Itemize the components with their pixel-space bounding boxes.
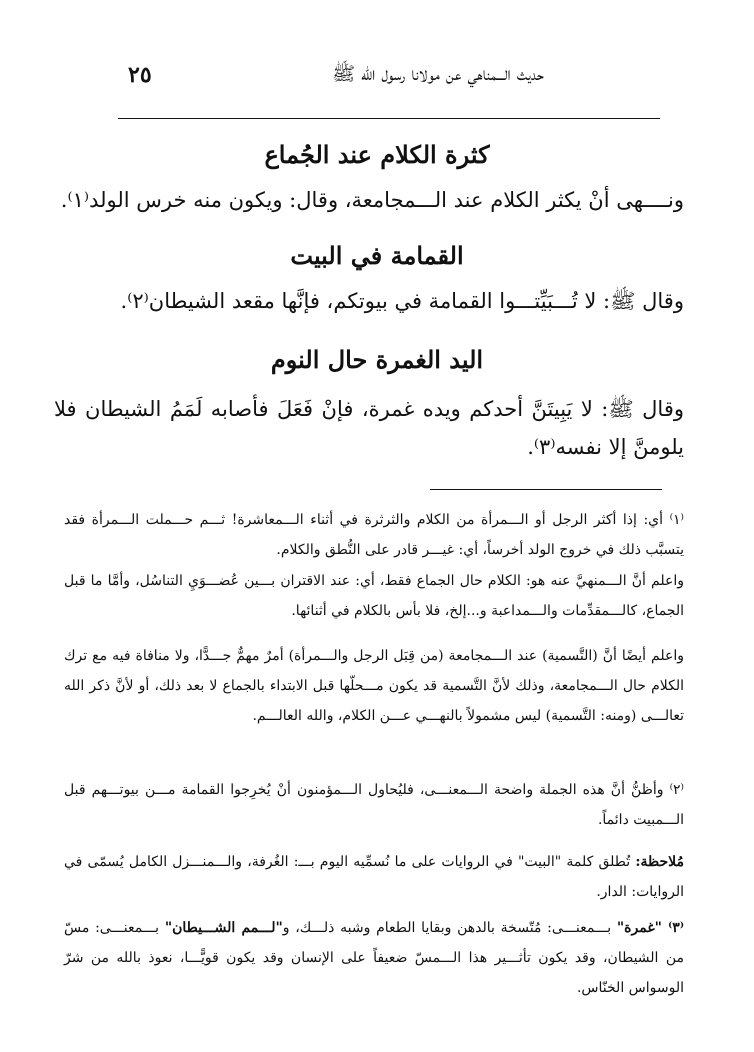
page-number: ٢٥ bbox=[128, 62, 152, 88]
footnote-2: ⁽٢⁾ وأظنُّ أنَّ هذه الجملة واضحة الـــمعنـــى، فليُحاول الـــمؤمنون أنْ يُخرِجوا القمامة مـــن بيوتـــهم قبل الـــمبيت دائماً. bbox=[64, 782, 684, 828]
footnote-3-term: ⁽٣⁾ "غمرة" bbox=[616, 920, 684, 936]
footnote-1-paragraph-2: واعلم أنَّ الـــمنهيَّ عنه هو: الكلام حال الجماع فقط، أي: عند الاقتران بـــين عُضـــوَيِ التناسُل، وأمَّا ما قبل الجماع، كالـــمقدِّمات والـــمداعبة و...إلخ، فلا بأس بالكلام في أثنائها. bbox=[64, 573, 684, 619]
running-header-title: حديث الـــمناهي عن مولانا رسول الله ﷺ bbox=[332, 63, 544, 85]
header-divider bbox=[118, 118, 660, 119]
footnote-divider bbox=[430, 489, 662, 490]
footnote-3-definition: بـــمعنـــى: مُتّسخة بالدهن وبقايا الطعام وشبه ذلـــك، و bbox=[282, 920, 617, 936]
note-label: مُلاحظة: bbox=[635, 854, 684, 870]
section-text-3: وقال ﷺ: لا يَبِيتَنَّ أحدكم ويده غمرة، فإنْ فَعَلَ فأصابه لَمَمُ الشيطان فلا يلومنَّ إلا نفسه⁽٣⁾. bbox=[54, 397, 684, 459]
section-heading-1: كثرة الكلام عند الجُماع bbox=[264, 140, 490, 169]
note-text: تُطلق كلمة "البيت" في الروايات على ما نُسمِّيه اليوم بـــ: الغُرفة، والـــمنـــزل الكامل يُسمّى في الروايات: الدار. bbox=[64, 854, 684, 900]
footnote-3-rest: بـــمعنـــى: مسّ من الشيطان، وقد يكون تأثـــير هذا الـــمسّ ضعيفاً على الإنسان وقد يكون قويًّـــا، نعوذ بالله من شرّ الوسواس الخنّاس. bbox=[64, 920, 684, 996]
footnote-3 bbox=[64, 913, 684, 1003]
section-text-2: وقال ﷺ: لا تُـــبَيِّتـــوا القمامة في بيوتكم، فإنَّها مقعد الشيطان⁽٢⁾. bbox=[120, 289, 684, 313]
section-heading-2: القمامة في البيت bbox=[290, 241, 464, 270]
note-paragraph bbox=[64, 847, 684, 907]
footnote-1-paragraph-3: واعلم أيضًا أنَّ (التَّسمية) عند الـــمجامعة (من قِبَل الرجل والـــمرأة) أمرٌ مهمٌّ جـــدًّا، ولا منافاة فيه مع ترك الكلام حال الـــمجامعة، وذلك لأنَّ التَّسمية قد يكون مـــحلّها قبل الابتداء بالجماع لا بعد ذلك، أو لأنَّ ذكر الله تعالـــى (ومنه: التَّسمية) ليس مشمولاً بالنهـــي عـــن الكلام، والله العالـــم. bbox=[64, 648, 684, 724]
section-text-1: ونــــهى أنْ يكثر الكلام عند الـــمجامعة، وقال: ويكون منه خرس الولد⁽١⁾. bbox=[60, 188, 684, 212]
section-heading-3: اليد الغمرة حال النوم bbox=[270, 345, 484, 374]
footnote-3-term-2: "لـــمم الشـــيطان" bbox=[164, 920, 283, 936]
footnote-1: ⁽١⁾ أي: إذا أكثر الرجل أو الـــمرأة من الكلام والثرثرة في أثناء الـــمعاشرة! ثـــم حـــملت الـــمرأة فقد يتسبَّب ذلك في خروج الولد أخرساً، أي: غيـــر قادر على النُّطق والكلام. bbox=[64, 512, 684, 558]
